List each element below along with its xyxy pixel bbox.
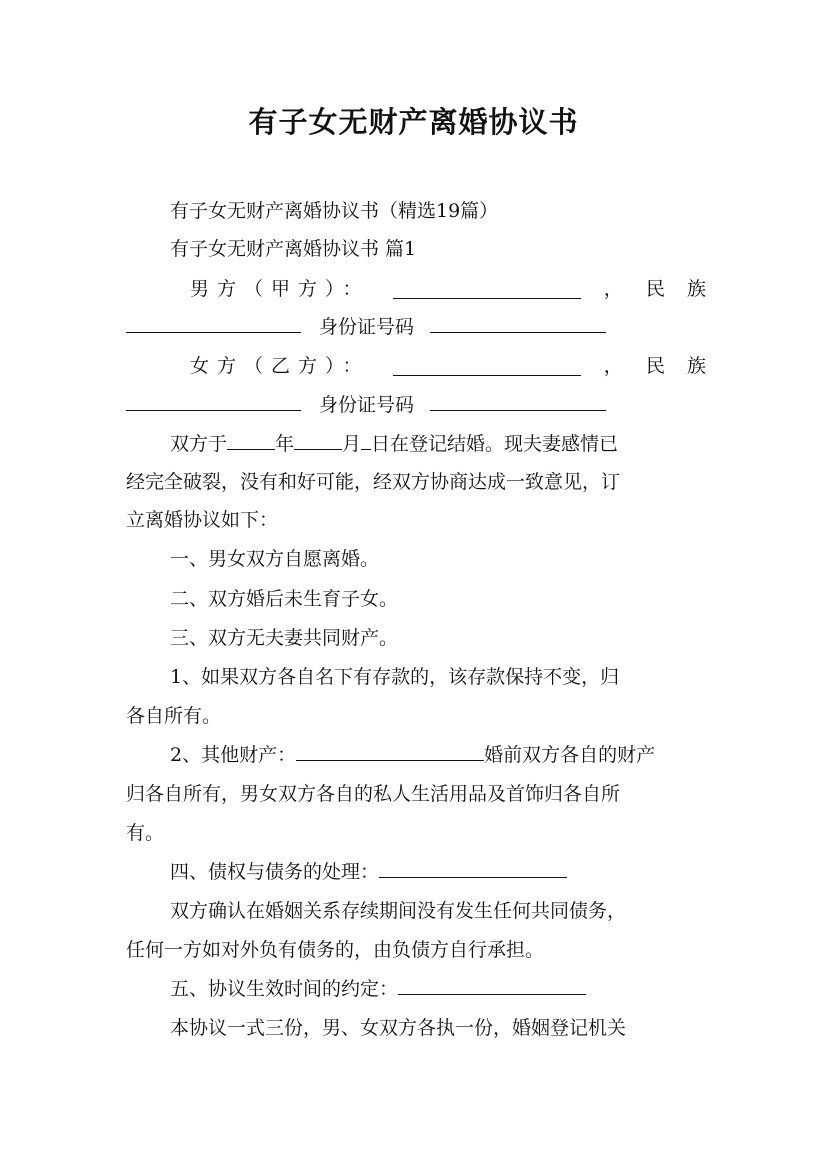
female-id-blank bbox=[430, 392, 606, 411]
female-id-row bbox=[126, 386, 706, 424]
other-property-blank bbox=[296, 742, 484, 761]
subtitle: 有子女无财产离婚协议书（精选19篇） bbox=[170, 200, 499, 222]
paragraph-line: 立离婚协议如下： bbox=[126, 509, 279, 531]
female-id-label: 身份证号码 bbox=[319, 394, 415, 416]
year-blank bbox=[227, 431, 275, 450]
female-row bbox=[190, 347, 728, 385]
date-line-start: 双方于 bbox=[170, 433, 228, 455]
day-text: 日在登记结婚。现夫妻感情已 bbox=[371, 433, 619, 455]
male-comma: ， bbox=[603, 278, 623, 300]
male-ethnicity-label: 民族 bbox=[645, 278, 728, 300]
subclause-one-continuation: 各自所有。 bbox=[126, 705, 222, 727]
male-ethnicity-blank bbox=[126, 314, 301, 333]
subclause-two bbox=[170, 736, 706, 774]
male-id-blank bbox=[430, 314, 606, 333]
clause-five bbox=[170, 970, 706, 1008]
marriage-date-line bbox=[170, 425, 706, 463]
effective-date-blank bbox=[398, 976, 586, 995]
female-name-blank bbox=[393, 357, 581, 376]
debt-paragraph: 双方确认在婚姻关系存续期间没有发生任何共同债务， bbox=[170, 900, 627, 922]
debt-clause-label: 四、债权与债务的处理： bbox=[170, 861, 380, 883]
paragraph-line: 经完全破裂，没有和好可能，经双方协商达成一致意见，订 bbox=[126, 471, 621, 493]
clause-two: 二、双方婚后未生育子女。 bbox=[170, 588, 399, 610]
section-title: 有子女无财产离婚协议书 篇1 bbox=[170, 238, 417, 260]
year-label: 年 bbox=[275, 433, 295, 455]
other-property-label: 2、其他财产： bbox=[170, 744, 297, 766]
month-label: 月 bbox=[342, 433, 362, 455]
clause-three: 三、双方无夫妻共同财产。 bbox=[170, 627, 399, 649]
subclause-two-suffix: 婚前双方各自的财产 bbox=[484, 744, 656, 766]
male-id-label: 身份证号码 bbox=[319, 316, 415, 338]
clause-four bbox=[170, 853, 706, 891]
male-id-row bbox=[126, 308, 706, 346]
effective-date-label: 五、协议生效时间的约定： bbox=[170, 978, 399, 1000]
female-ethnicity-label: 民族 bbox=[645, 355, 728, 377]
month-blank bbox=[294, 431, 342, 450]
subclause-two-end: 有。 bbox=[126, 822, 165, 844]
debt-clause-blank bbox=[379, 859, 567, 878]
female-comma: ， bbox=[603, 355, 623, 377]
female-ethnicity-blank bbox=[126, 392, 301, 411]
page-title: 有子女无财产离婚协议书 bbox=[248, 105, 579, 139]
day-blank bbox=[361, 431, 371, 450]
subclause-two-continuation: 归各自所有，男女双方各自的私人生活用品及首饰归各自所 bbox=[126, 783, 621, 805]
subclause-one: 1、如果双方各自名下有存款的，该存款保持不变，归 bbox=[170, 666, 620, 688]
clause-one: 一、男女双方自愿离婚。 bbox=[170, 548, 380, 570]
male-label: 男方（甲方）： bbox=[190, 278, 370, 300]
copies-paragraph: 本协议一式三份，男、女双方各执一份，婚姻登记机关 bbox=[170, 1017, 627, 1039]
male-name-blank bbox=[393, 280, 581, 299]
male-row bbox=[190, 270, 728, 308]
debt-paragraph-continuation: 任何一方如对外负有债务的，由负债方自行承担。 bbox=[126, 939, 545, 961]
female-label: 女方（乙方）： bbox=[190, 355, 370, 377]
